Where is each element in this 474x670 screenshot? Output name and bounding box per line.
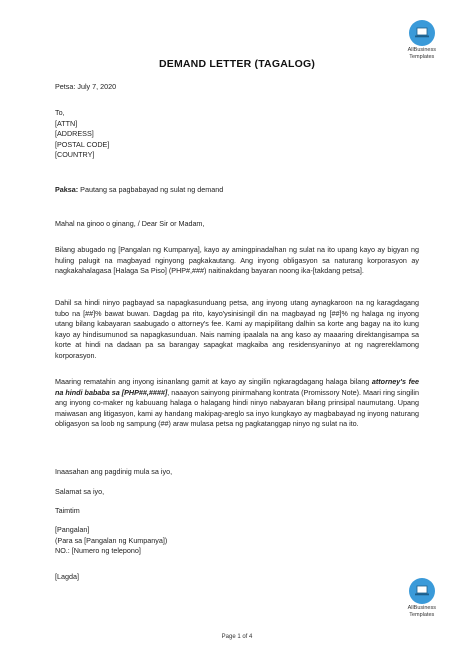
address-line: [ATTN] <box>55 118 78 128</box>
closing-2: Salamat sa iyo, <box>55 487 105 496</box>
logo-line1: AllBusiness <box>407 47 436 53</box>
logo-line2: Templates <box>409 54 435 60</box>
allbusiness-logo-bottom <box>408 578 436 618</box>
paragraph-2: Dahil sa hindi ninyo pagbayad sa napagkasunduang petsa, ang inyong utang aynagkaroon na ng karagdagang tubo na [##]% bawat buwan. Dagdag pa rito, kayo'ysinisingil din na magbayad ng [##]% ng halaga ng inyong utang bilang kabayaran saabugado o attorney's fee. Kami ay mapipilitang dalhin sa korte ang bagay na ito kung kayo ay hindisumunod sa napagkasunduan. Nais naming ipaalala na ang kaso ay maaaring direktangisampa sa korte at hindi na dadaan pa sa barangay sapagkat magkaiba ang residensyaninyo at ng nagrereklamong korporasyon. <box>55 298 419 360</box>
paragraph-3-rest: , naaayon sainyong pinirmahang kontrata (Promissory Note). Maari ring singilin ang inyong co-maker ng kabuuang halaga o halagang hindi ninyo nabayaran bilang prinsipal naumutang. Upang maiwasan ang litigasyon, kami ay handang makipag-areglo sa inyo kungkayo ay magbabayad ng inyong naturang obligasyon sa loob ng sampung (##) araw mulasa petsa ng pagkatanggap ninyo ng sulat na ito. <box>55 387 419 429</box>
page-number: Page 1 of 4 <box>221 634 253 640</box>
subject-line <box>55 185 419 196</box>
address-line: [POSTAL CODE] <box>55 139 110 149</box>
document-title: DEMAND LETTER (TAGALOG) <box>158 58 316 70</box>
closing-1: Inaasahan ang pagdinig mula sa iyo, <box>55 467 173 476</box>
subject-text: Pautang sa pagbabayad ng sulat ng demand <box>78 185 224 194</box>
closing-3: Taimtim <box>55 506 80 515</box>
date-line: Petsa: July 7, 2020 <box>55 82 117 91</box>
signatory-phone: NO.: [Numero ng telepono] <box>55 546 141 556</box>
salutation: Mahal na ginoo o ginang, / Dear Sir or Madam, <box>55 219 205 228</box>
logo-line2: Templates <box>409 612 435 618</box>
address-line: [COUNTRY] <box>55 150 95 160</box>
subject-label: Paksa: <box>55 185 79 194</box>
paragraph-3-start: Maaring rematahin ang inyong isinanlang gamit at kayo ay singilin ngkaragdagang halaga bilang <box>55 377 372 386</box>
address-line: [ADDRESS] <box>55 129 94 139</box>
signatory-name: [Pangalan] <box>55 525 90 534</box>
signature-block <box>55 525 419 557</box>
laptop-icon <box>409 20 435 46</box>
signature-placeholder: [Lagda] <box>55 572 79 581</box>
attorney-fee-emphasis: attorney's fee na hindi bababa sa [PHP##,####] <box>55 377 419 397</box>
paragraph-3 <box>55 377 419 430</box>
recipient-address <box>55 108 419 161</box>
signatory-company: (Para sa [Pangalan ng Kumpanya]) <box>55 535 168 545</box>
paragraph-1: Bilang abugado ng [Pangalan ng Kumpanya], kayo ay amingpinadalhan ng sulat na ito upang kayo ay bigyan ng huling palugit na magbayad nginyong pagkakautang. Ang inyong obligasyon sa naturang korporasyon ay nagkakahalagasa [Halaga Sa Piso] (PHP#,###) naitinakdang bayaran noong ika-[takdang petsa]. <box>55 245 419 276</box>
logo-line1: AllBusiness <box>407 605 436 611</box>
address-line: To, <box>55 108 65 117</box>
allbusiness-logo-top <box>408 20 436 60</box>
